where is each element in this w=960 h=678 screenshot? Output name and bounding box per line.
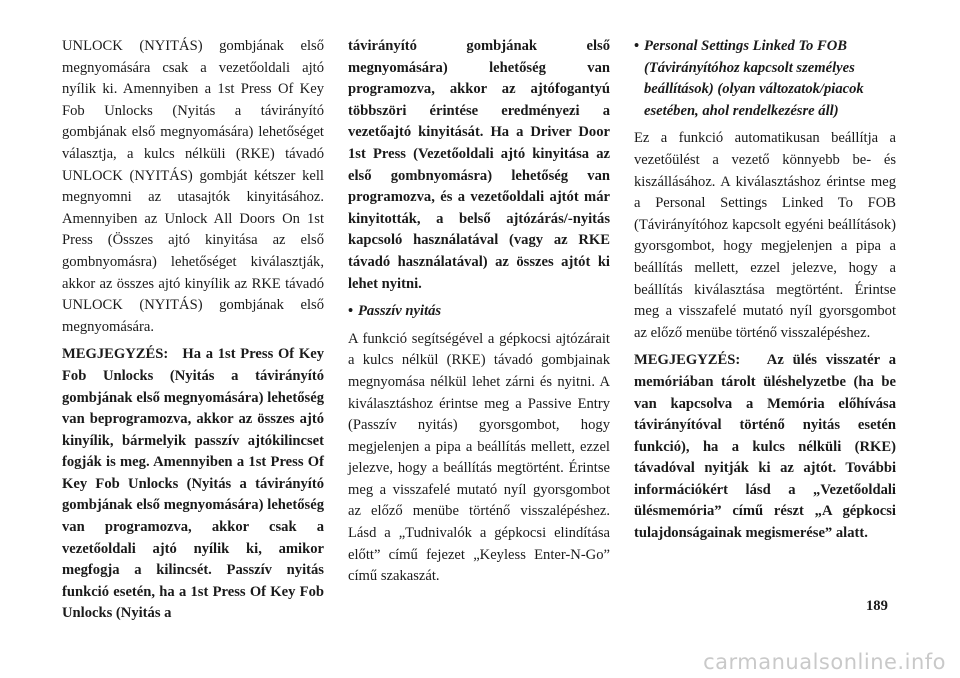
- bullet-dot-icon: •: [634, 38, 640, 54]
- paragraph-personal-settings: Ez a funkció automatikusan beállítja a vezetőülést a vezető könnyebb be- és kiszállásához. A kiválasztáshoz érintse meg a Personal Settings Linked To FOB (Távirányítóhoz kapcsolt egyéni beállítások) gyorsgombot, hogy megjelenjen a pipa a beállítás mellett, ezzel jelezve, hogy a beállítás kiválasztása megtörtént. Érintse meg a visszafelé mutató nyíl gyorsgombot az előző menübe történő visszalépéshez.: [634, 130, 896, 341]
- bullet-passive-entry: [348, 301, 610, 323]
- bullet-personal-settings: [634, 36, 896, 122]
- bullet-title: Passzív nyitás: [358, 303, 442, 320]
- bullet-dot-icon: •: [348, 303, 354, 320]
- column-right: [634, 36, 896, 551]
- note-paragraph: [634, 350, 896, 544]
- bullet-title: Personal Settings Linked To FOB (Távirányítóhoz kapcsolt személyes beállítások) (olyan változatok/piacok esetében, ahol rendelkezésre áll): [644, 38, 864, 119]
- note-label: MEGJEGYZÉS:: [62, 346, 169, 363]
- note-text: Az ülés visszatér a memóriában tárolt üléshelyzetbe (ha be van kapcsolva a Memória előhívása távirányítóval történő nyitás esetén funkció), ha a kulcs nélküli (RKE) távadóval nyitják ki az ajtót. További információkért lásd a „Vezetőoldali ülésmemória” című részt „A gépkocsi tulajdonságainak megismerése” alatt.: [634, 352, 896, 542]
- note-label: MEGJEGYZÉS:: [634, 352, 741, 369]
- column-middle: [348, 36, 610, 594]
- column-left: [62, 36, 324, 631]
- page-number: 189: [866, 598, 888, 614]
- paragraph-unlock-intro: UNLOCK (NYITÁS) gombjának első megnyomására csak a vezetőoldali ajtó nyílik ki. Amennyiben a 1st Press Of Key Fob Unlocks (Nyitás a távirányító gombjának első megnyomására) lehetőséget választja, a kulcs nélküli (RKE) távadó UNLOCK (NYITÁS) gombját kétszer kell megnyomni az utasajtók kinyitásához. Amennyiben az Unlock All Doors On 1st Press (Összes ajtó kinyitása az első gombnyomásra) lehetőséget kiválasztják, akkor az összes ajtó kinyílik az RKE távadó UNLOCK (NYITÁS) gombjának első megnyomására.: [62, 38, 324, 335]
- note-paragraph: [62, 344, 324, 625]
- paragraph-passive-entry: A funkció segítségével a gépkocsi ajtózárait a kulcs nélkül (RKE) távadó gombjainak megnyomása nélkül lehet zárni és nyitni. A kiválasztáshoz érintse meg a Passive Entry (Passzív nyitás) gyorsgombot, hogy megjelenjen a pipa a beállítás mellett, ezzel jelezve, hogy a beállítás megtörtént. Érintse meg a visszafelé mutató nyíl gyorsgombot az előző menübe történő visszalépéshez. Lásd a „Tudnivalók a gépkocsi elindítása előtt” című fejezet „Keyless Enter-N-Go” című szakaszát.: [348, 330, 610, 585]
- watermark: carmanualsonline.info: [703, 650, 946, 674]
- note-text: Ha a 1st Press Of Key Fob Unlocks (Nyitás a távirányító gombjának első megnyomására) lehetőség van beprogramozva, akkor az összes ajtó kinyílik, bármelyik passzív ajtókilincset fogják is meg. Amennyiben a 1st Press Of Key Fob Unlocks (Nyitás a távirányító gombjának első megnyomására) lehetőség van programozva, akkor csak a vezetőoldali ajtó nyílik ki, amikor megfogja a kilincsét. Passzív nyitás funkció esetén, ha a 1st Press Of Key Fob Unlocks (Nyitás a: [62, 346, 325, 622]
- note-continuation: távirányító gombjának első megnyomására) lehetőség van programozva, akkor az ajtófogantyú többszöri érintése eredményezi a vezetőajtó kinyitását. Ha a Driver Door 1st Press (Vezetőoldali ajtó kinyitása az első gombnyomásra) lehetőség van programozva, és a vezetőoldali ajtót már kinyitották, a belső ajtózárás/-nyitás kapcsoló használatával (vagy az RKE távadó használatával) az összes ajtót ki lehet nyitni.: [348, 38, 610, 292]
